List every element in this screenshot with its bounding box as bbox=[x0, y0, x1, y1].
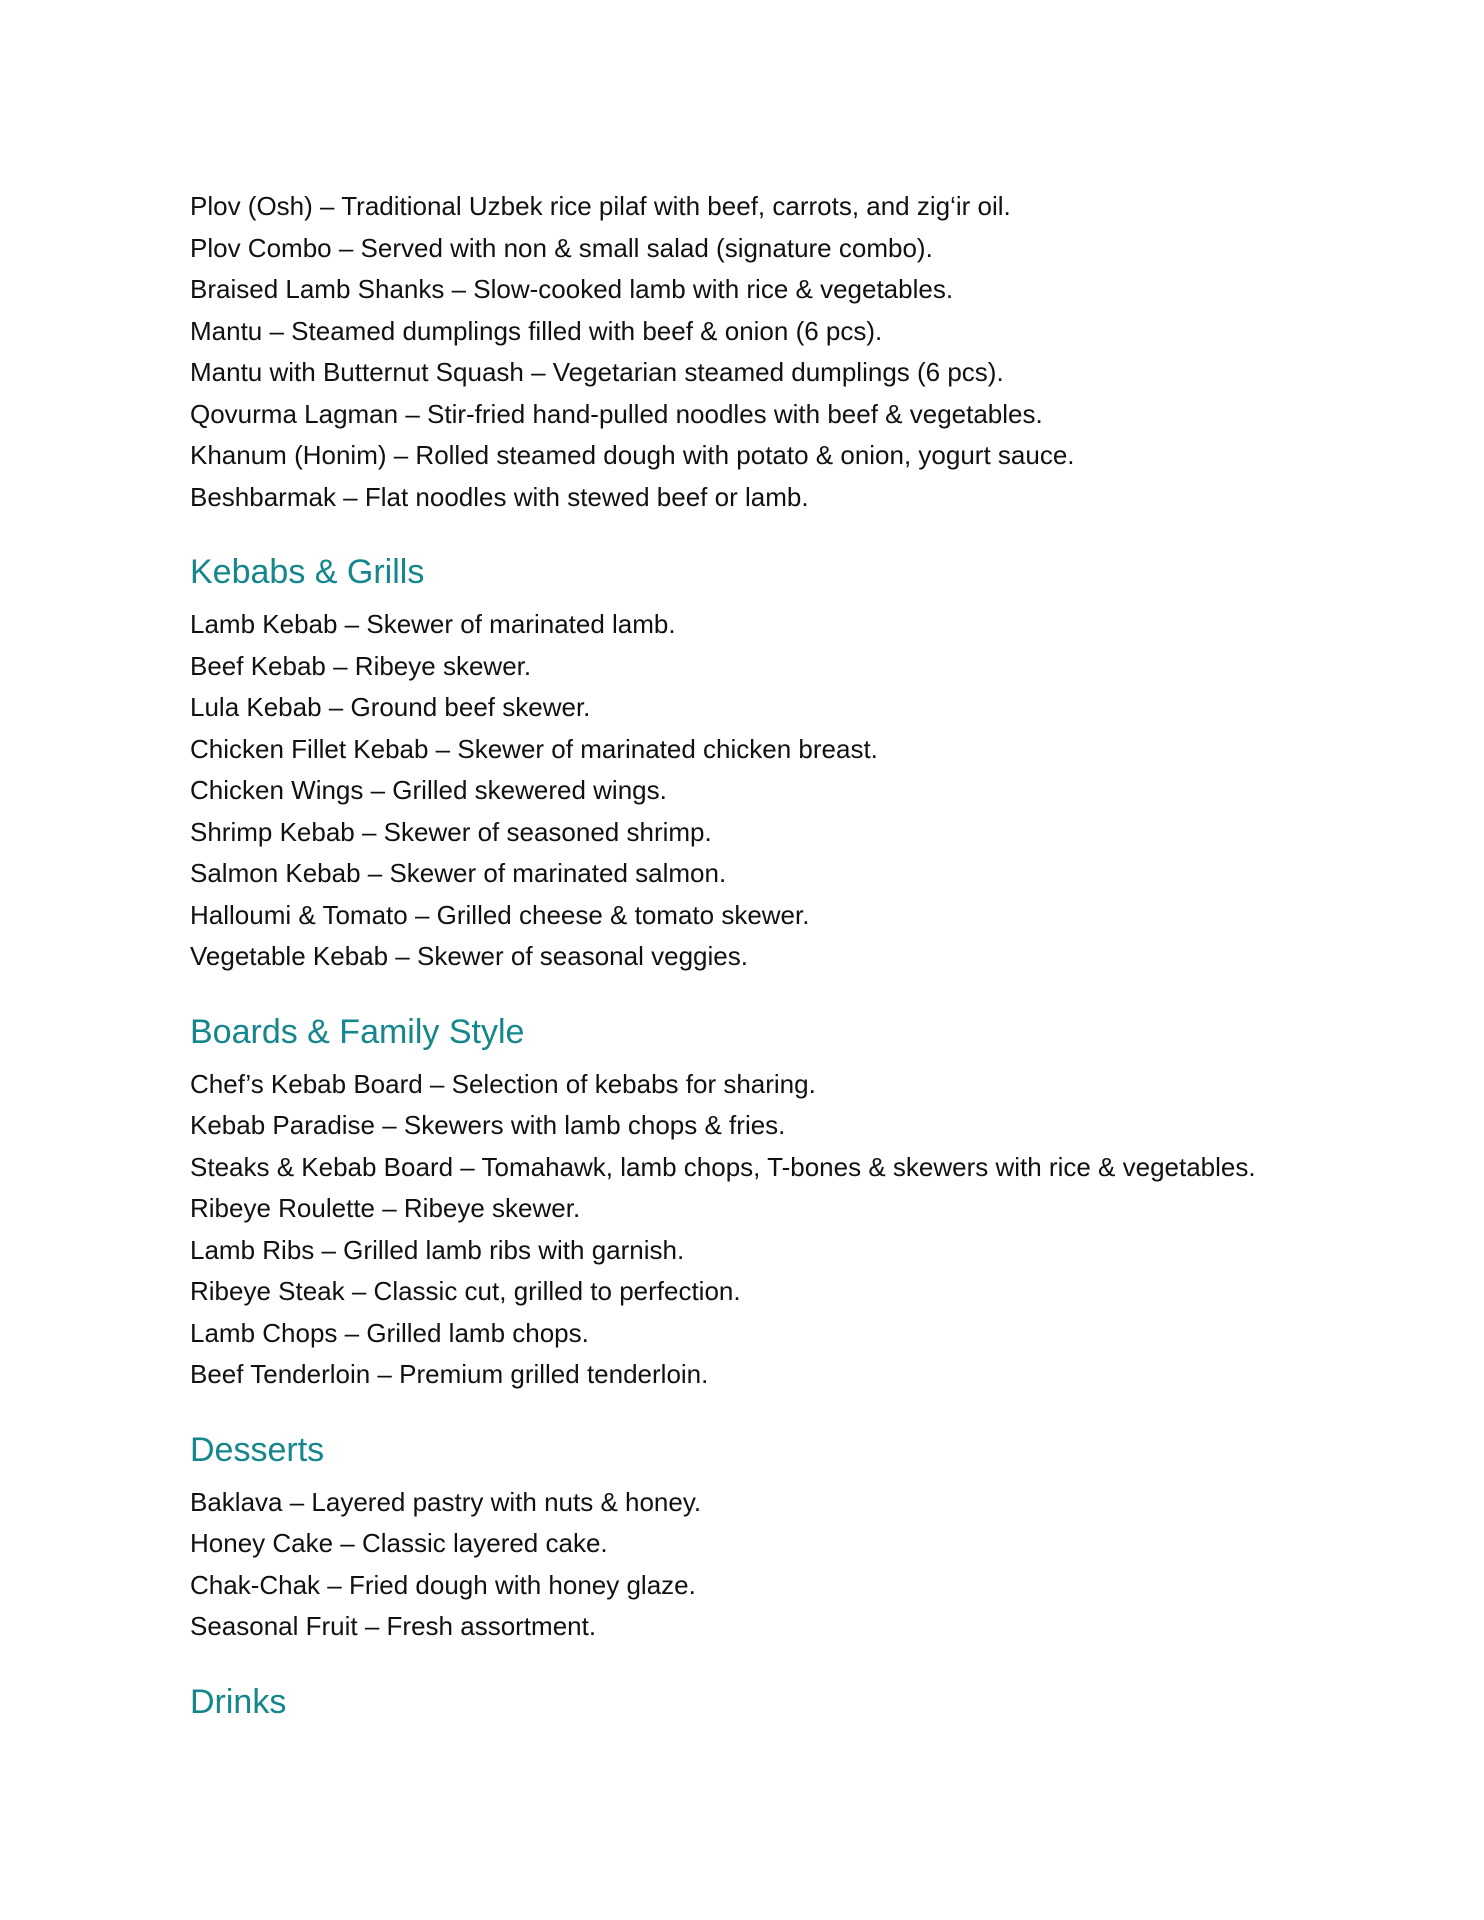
menu-content bbox=[190, 186, 1350, 1734]
menu-item: Vegetable Kebab – Skewer of seasonal veggies. bbox=[190, 941, 748, 971]
menu-item: Kebab Paradise – Skewers with lamb chops & fries. bbox=[190, 1110, 786, 1140]
menu-item: Lamb Chops – Grilled lamb chops. bbox=[190, 1317, 589, 1348]
menu-section bbox=[190, 1430, 1350, 1648]
menu-item: Beef Tenderloin – Premium grilled tenderloin. bbox=[190, 1359, 709, 1389]
menu-item: Lamb Kebab – Skewer of marinated lamb. bbox=[190, 609, 676, 639]
menu-item: Lamb Ribs – Grilled lamb ribs with garnish. bbox=[190, 1234, 685, 1265]
main-dishes-list bbox=[190, 186, 1350, 518]
menu-item: Khanum (Honim) – Rolled steamed dough with potato & onion, yogurt sauce. bbox=[190, 440, 1075, 470]
menu-item: Beef Kebab – Ribeye skewer. bbox=[190, 650, 532, 681]
menu-item: Plov Combo – Served with non & small salad (signature combo). bbox=[190, 232, 933, 263]
menu-item: Baklava – Layered pastry with nuts & honey. bbox=[190, 1486, 702, 1517]
section-heading: Boards & Family Style bbox=[190, 1012, 525, 1051]
menu-item: Steaks & Kebab Board – Tomahawk, lamb chops, T-bones & skewers with rice & vegetables. bbox=[190, 1151, 1256, 1182]
menu-item: Ribeye Roulette – Ribeye skewer. bbox=[190, 1193, 581, 1223]
menu-item: Mantu with Butternut Squash – Vegetarian steamed dumplings (6 pcs). bbox=[190, 357, 1004, 387]
section-heading: Desserts bbox=[190, 1430, 325, 1469]
menu-item: Qovurma Lagman – Stir-fried hand-pulled noodles with beef & vegetables. bbox=[190, 398, 1043, 429]
menu-item: Chicken Wings – Grilled skewered wings. bbox=[190, 775, 667, 805]
menu-item: Ribeye Steak – Classic cut, grilled to perfection. bbox=[190, 1276, 741, 1306]
menu-item: Chef’s Kebab Board – Selection of kebabs for sharing. bbox=[190, 1068, 816, 1099]
menu-sections bbox=[190, 552, 1350, 1722]
menu-item: Honey Cake – Classic layered cake. bbox=[190, 1528, 608, 1558]
menu-item: Mantu – Steamed dumplings filled with beef & onion (6 pcs). bbox=[190, 315, 883, 346]
menu-item: Halloumi & Tomato – Grilled cheese & tomato skewer. bbox=[190, 899, 810, 930]
menu-section bbox=[190, 1682, 1350, 1722]
menu-item: Salmon Kebab – Skewer of marinated salmon. bbox=[190, 858, 727, 888]
menu-item: Shrimp Kebab – Skewer of seasoned shrimp. bbox=[190, 816, 712, 847]
menu-item: Braised Lamb Shanks – Slow-cooked lamb with rice & vegetables. bbox=[190, 274, 954, 304]
menu-item: Seasonal Fruit – Fresh assortment. bbox=[190, 1611, 597, 1641]
section-heading: Drinks bbox=[190, 1682, 287, 1721]
menu-section bbox=[190, 552, 1350, 978]
section-heading: Kebabs & Grills bbox=[190, 553, 425, 591]
menu-item: Chak-Chak – Fried dough with honey glaze. bbox=[190, 1569, 696, 1600]
menu-item: Chicken Fillet Kebab – Skewer of marinated chicken breast. bbox=[190, 733, 878, 764]
menu-item: Plov (Osh) – Traditional Uzbek rice pilaf with beef, carrots, and zig‘ir oil. bbox=[190, 191, 1011, 221]
menu-item: Beshbarmak – Flat noodles with stewed beef or lamb. bbox=[190, 481, 809, 512]
menu-section bbox=[190, 1012, 1350, 1396]
menu-item: Lula Kebab – Ground beef skewer. bbox=[190, 692, 591, 722]
